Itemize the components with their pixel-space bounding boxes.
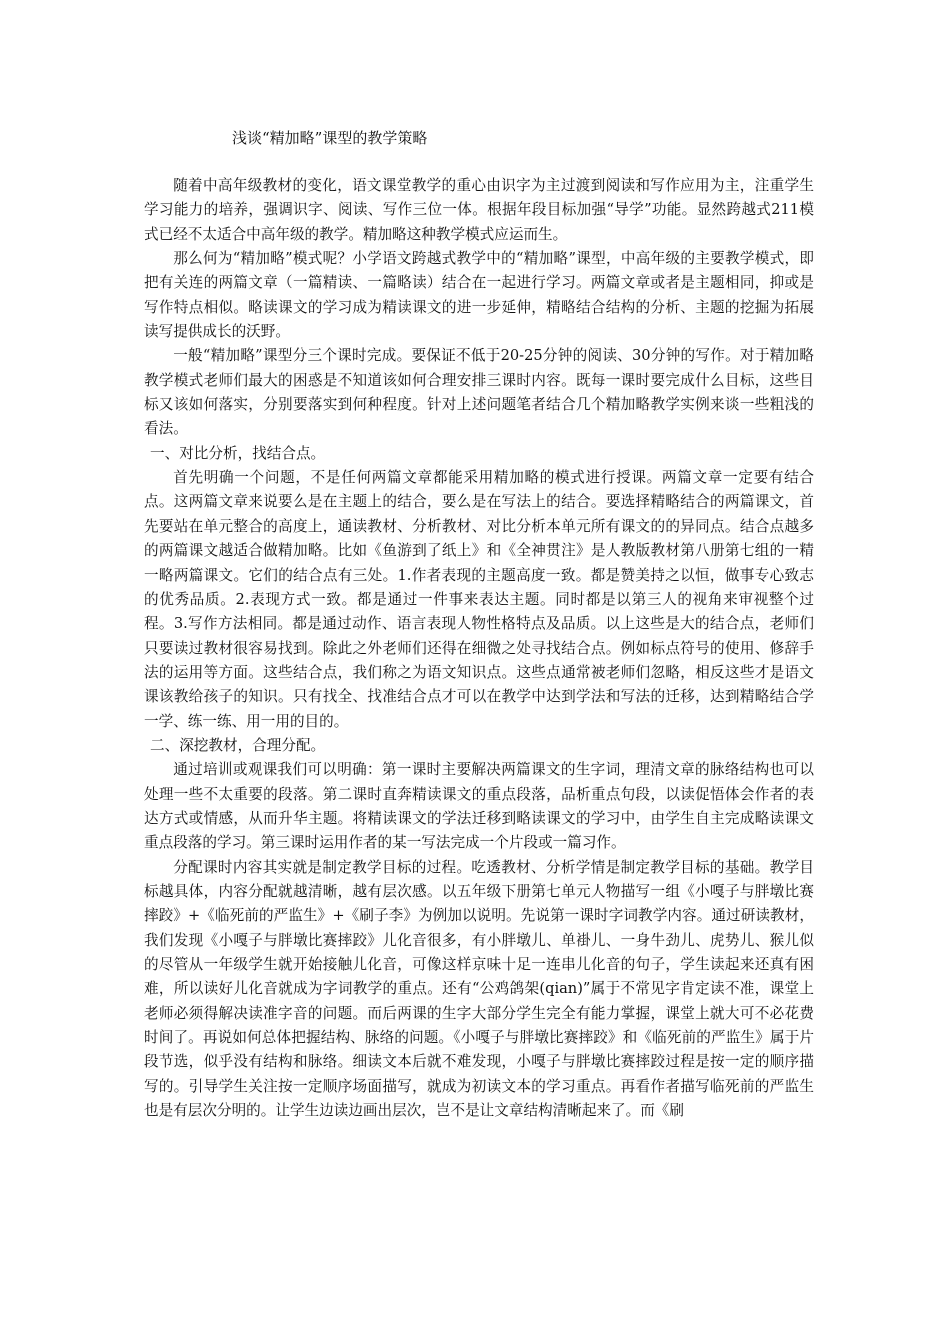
paragraph: 通过培训或观课我们可以明确：第一课时主要解决两篇课文的生字词，理清文章的脉络结构也可以处理一些不太重要的段落。第二课时直奔精读课文的重点段落，品析重点句段，以读促悟体会作者的表达方式或情感，从而升华主题。将精读课文的学法迁移到略读课文的学习中，由学生自主完成略读课文重点段落的学习。第三课时运用作者的某一写法完成一个片段或一篇习作。 [144,761,814,852]
paragraph: 随着中高年级教材的变化，语文课堂教学的重心由识字为主过渡到阅读和写作应用为主，注重学生学习能力的培养，强调识字、阅读、写作三位一体。根据年段目标加强“导学”功能。显然跨越式211模式已经不太适合中高年级的教学。精加略这种教学模式应运而生。 [144,177,814,243]
section-heading: 二、深挖教材，合理分配。 [150,736,326,754]
paragraph: 分配课时内容其实就是制定教学目标的过程。吃透教材、分析学情是制定教学目标的基础。教学目标越具体，内容分配就越清晰，越有层次感。以五年级下册第七单元人物描写一组《小嘎子与胖墩比赛摔跤》+《临死前的严监生》+《刷子李》为例加以说明。先说第一课时字词教学内容。通过研读教材，我们发现《小嘎子与胖墩比赛摔跤》儿化音很多，有小胖墩儿、单褂儿、一身牛劲儿、虎势儿、猴儿似的尽管从一年级学生就开始接触儿化音，可像这样京味十足一连串儿化音的句子，学生读起来还真有困难，所以读好儿化音就成为字词教学的重点。还有“公鸡鸽架(qian)”属于不常见字肯定读不准，课堂上老师必须得解决读准字音的问题。而后两课的生字大部分学生完全有能力掌握，课堂上就大可不必花费时间了。再说如何总体把握结构、脉络的问题。《小嘎子与胖墩比赛摔跤》和《临死前的严监生》属于片段节选，似乎没有结构和脉络。细读文本后就不难发现，小嘎子与胖墩比赛摔跤过程是按一定的顺序描写的。引导学生关注按一定顺序场面描写，就成为初读文本的学习重点。再看作者描写临死前的严监生也是有层次分明的。让学生边读边画出层次，岂不是让文章结构清晰起来了。而《刷 [144,858,814,1120]
document-body [144,174,814,1123]
paragraph: 一般“精加略”课型分三个课时完成。要保证不低于20-25分钟的阅读、30分钟的写作。对于精加略教学模式老师们最大的困惑是不知道该如何合理安排三课时内容。既每一课时要完成什么目标，这些目标又该如何落实，分别要落实到何种程度。针对上述问题笔者结合几个精加略教学实例来谈一些粗浅的看法。 [144,347,814,438]
page-title: 浅谈“精加略”课型的教学策略 [232,129,428,147]
section-heading: 一、对比分析，找结合点。 [150,444,326,462]
paragraph: 那么何为“精加略”模式呢？小学语文跨越式教学中的“精加略”课型，中高年级的主要教学模式，即把有关连的两篇文章（一篇精读、一篇略读）结合在一起进行学习。两篇文章或者是主题相同，抑或是写作特点相似。略读课文的学习成为精读课文的进一步延伸，精略结合结构的分析、主题的挖掘为拓展读写提供成长的沃野。 [144,250,814,341]
paragraph: 首先明确一个问题，不是任何两篇文章都能采用精加略的模式进行授课。两篇文章一定要有结合点。这两篇文章来说要么是在主题上的结合，要么是在写法上的结合。要选择精略结合的两篇课文，首先要站在单元整合的高度上，通读教材、分析教材、对比分析本单元所有课文的的异同点。结合点越多的两篇课文越适合做精加略。比如《鱼游到了纸上》和《全神贯注》是人教版教材第八册第七组的一精一略两篇课文。它们的结合点有三处。1.作者表现的主题高度一致。都是赞美持之以恒，做事专心致志的优秀品质。2.表现方式一致。都是通过一件事来表达主题。同时都是以第三人的视角来审视整个过程。3.写作方法相同。都是通过动作、语言表现人物性格特点及品质。以上这些是大的结合点，老师们只要读过教材很容易找到。除此之外老师们还得在细微之处寻找结合点。例如标点符号的使用、修辞手法的运用等方面。这些结合点，我们称之为语文知识点。这些点通常被老师们忽略，相反这些才是语文课该教给孩子的知识。只有找全、找准结合点才可以在教学中达到学法和写法的迁移，达到精略结合学一学、练一练、用一用的目的。 [144,469,814,730]
